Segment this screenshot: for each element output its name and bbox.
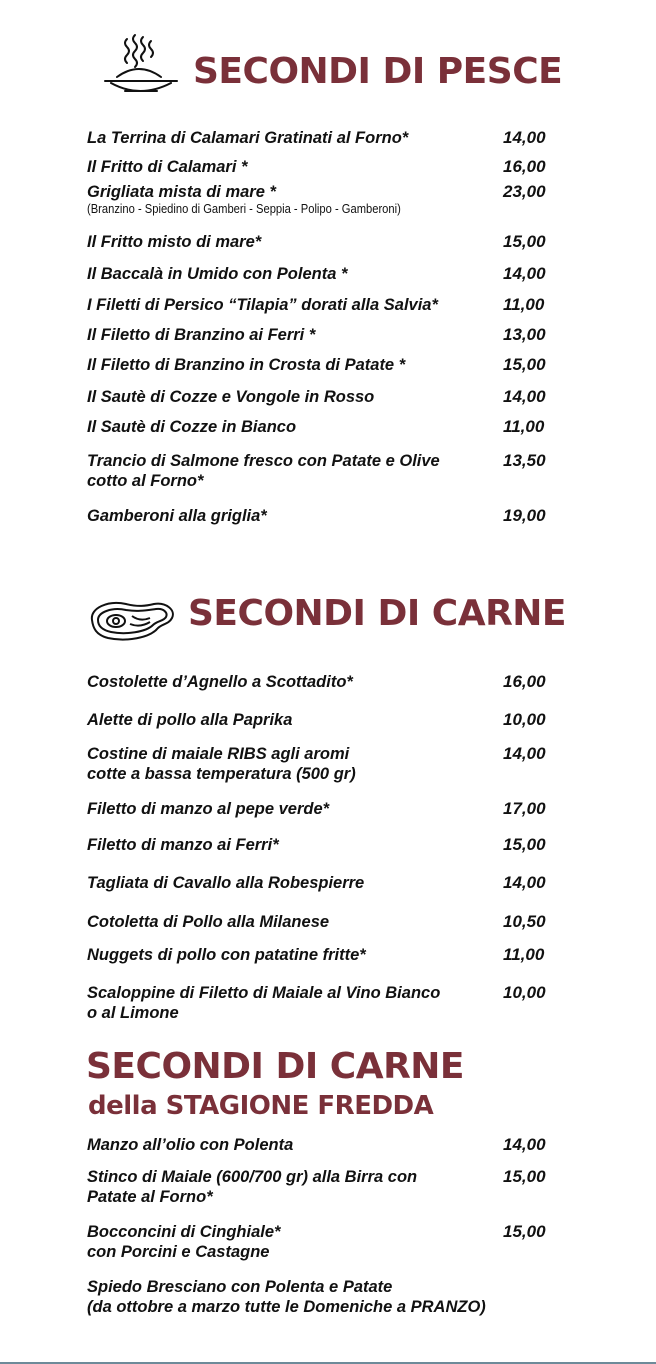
dish-name: Cotoletta di Pollo alla Milanese [87,913,330,931]
section-title-carne: SECONDI DI CARNE [188,593,567,634]
dish-name: Il Sautè di Cozze in Bianco [87,418,297,436]
dish-name: Il Filetto di Branzino in Crosta di Patate * [87,356,406,374]
dish-price: 15,00 [503,835,546,854]
dish-name: Manzo all’olio con Polenta [87,1136,294,1154]
dish-price: 15,00 [503,232,546,251]
dish-name: Tagliata di Cavallo alla Robespierre [87,874,365,892]
dish-price: 13,50 [503,451,546,470]
dish-name: Spiedo Bresciano con Polenta e Patate (da ottobre a marzo tutte le Domeniche a PRANZO) [87,1278,486,1316]
dish-name: Costine di maiale RIBS agli aromi cotte a bassa temperatura (500 gr) [87,745,356,783]
dish-name: Il Fritto misto di mare* [87,233,262,251]
dish-name: Trancio di Salmone fresco con Patate e Olive cotto al Forno* [87,452,440,490]
dish-price: 14,00 [503,387,546,406]
dish-price: 10,00 [503,710,546,729]
dish-name: Filetto di manzo ai Ferri* [87,836,279,854]
dish-name: Filetto di manzo al pepe verde* [87,800,330,818]
dish-name: Nuggets di pollo con patatine fritte* [87,946,366,964]
dish-price: 14,00 [503,264,546,283]
dish-price: 15,00 [503,355,546,374]
steaming-plate-icon [103,33,179,97]
dish-name: Alette di pollo alla Paprika [87,711,293,729]
dish-price: 23,00 [503,182,546,201]
dish-name: Stinco di Maiale (600/700 gr) alla Birra con Patate al Forno* [87,1168,418,1206]
section-subtitle-fredda: della STAGIONE FREDDA [88,1091,434,1121]
dish-price: 14,00 [503,873,546,892]
dish-name: Grigliata mista di mare * [87,183,276,201]
dish-name: Scaloppine di Filetto di Maiale al Vino Bianco o al Limone [87,984,441,1022]
dish-note: (Branzino - Spiedino di Gamberi - Seppia - Polipo - Gamberoni) [87,201,401,216]
dish-price: 14,00 [503,128,546,147]
dish-name: Il Baccalà in Umido con Polenta * [87,265,348,283]
dish-price: 14,00 [503,1135,546,1154]
section-title-pesce: SECONDI DI PESCE [193,51,563,92]
dish-name: Gamberoni alla griglia* [87,507,267,525]
dish-price: 11,00 [503,417,545,436]
dish-price: 16,00 [503,672,546,691]
section-title-fredda: SECONDI DI CARNE [86,1046,465,1087]
dish-price: 17,00 [503,799,546,818]
dish-name: Il Filetto di Branzino ai Ferri * [87,326,316,344]
dish-price: 16,00 [503,157,546,176]
dish-price: 11,00 [503,295,545,314]
dish-name: I Filetti di Persico “Tilapia” dorati alla Salvia* [87,296,438,314]
dish-name: Costolette d’Agnello a Scottadito* [87,673,353,691]
dish-name: Bocconcini di Cinghiale* con Porcini e Castagne [87,1223,281,1261]
dish-price: 15,00 [503,1167,546,1186]
dish-price: 10,50 [503,912,546,931]
steak-icon [86,598,178,644]
dish-price: 10,00 [503,983,546,1002]
dish-name: Il Fritto di Calamari * [87,158,248,176]
dish-price: 11,00 [503,945,545,964]
dish-price: 15,00 [503,1222,546,1241]
dish-name: Il Sautè di Cozze e Vongole in Rosso [87,388,375,406]
dish-price: 13,00 [503,325,546,344]
dish-price: 14,00 [503,744,546,763]
dish-name: La Terrina di Calamari Gratinati al Forno* [87,129,409,147]
dish-price: 19,00 [503,506,546,525]
